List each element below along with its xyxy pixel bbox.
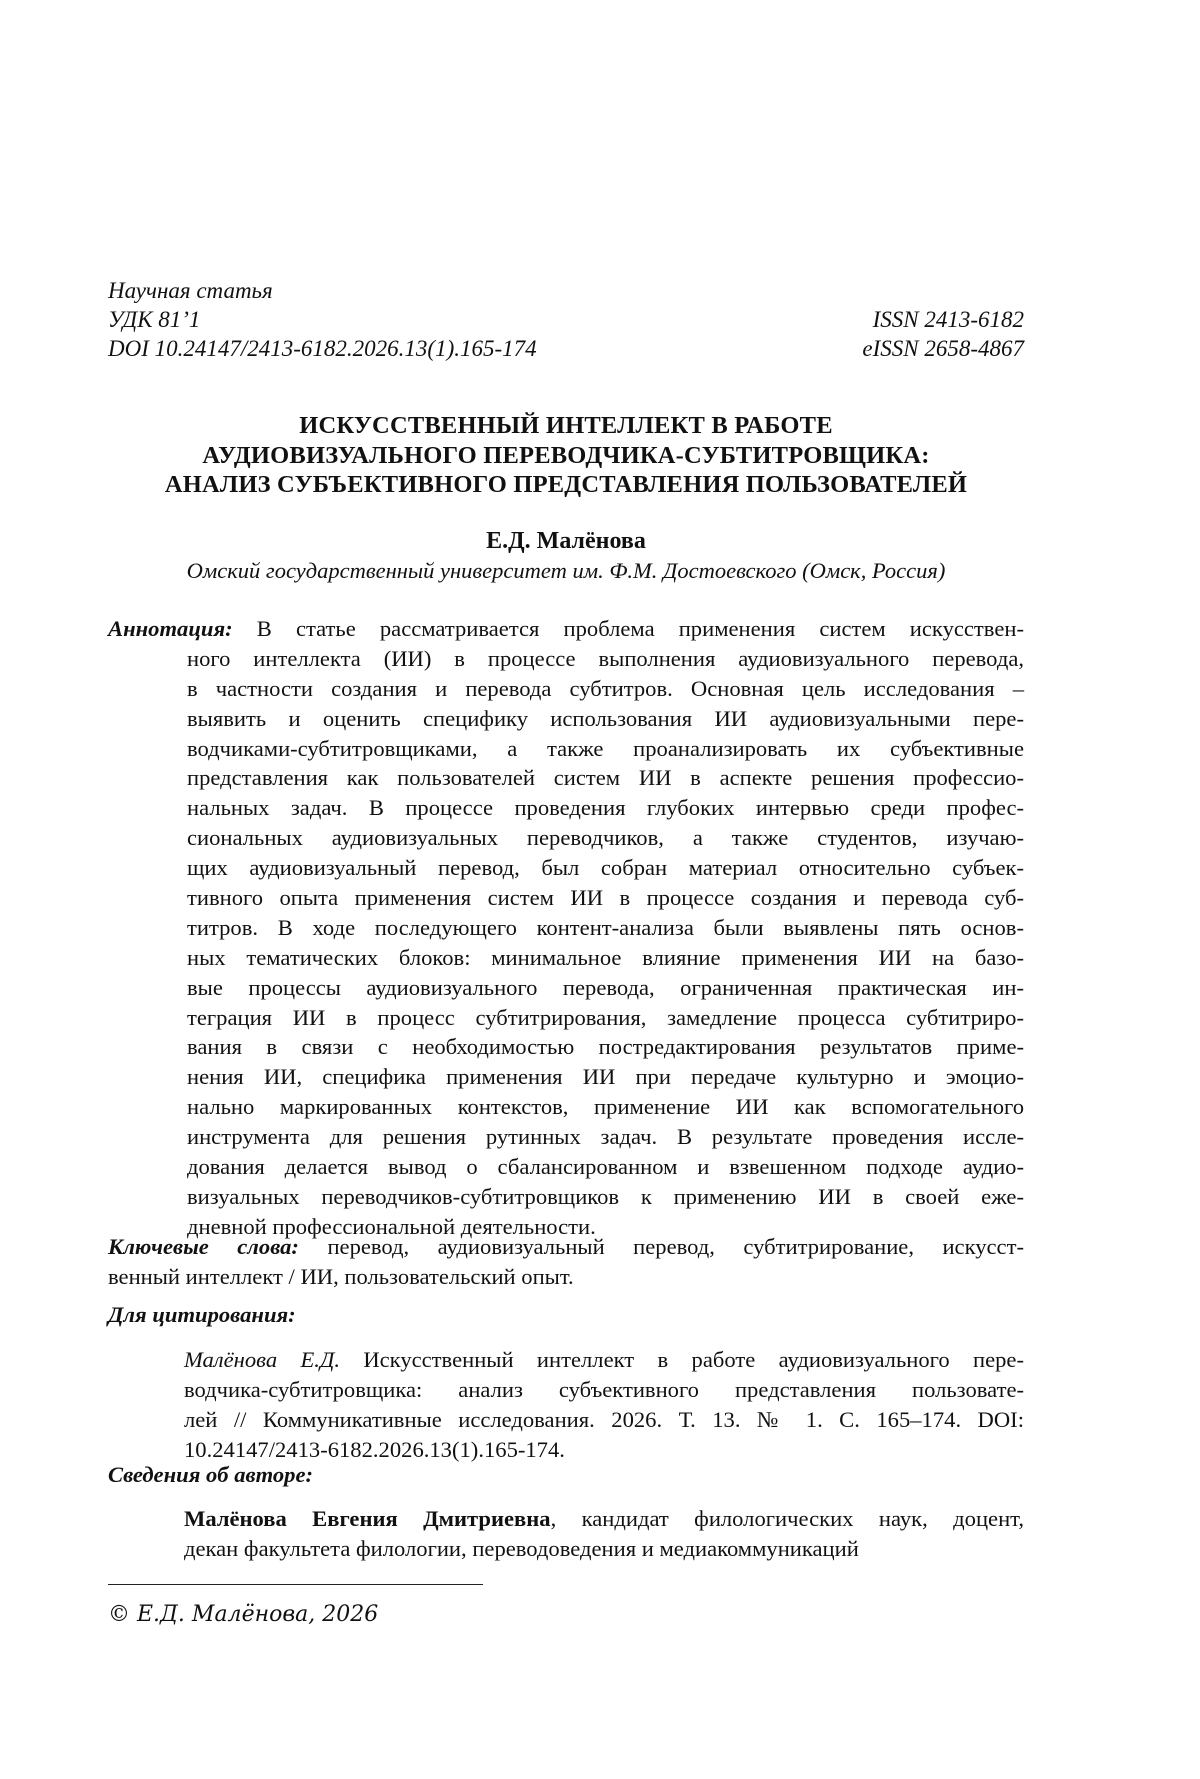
keywords-label: Ключевые слова: [108, 1234, 299, 1259]
author-info-line: , кандидат филологических наук, доцент, [550, 1506, 1024, 1531]
keywords-line: перевод, аудиовизуальный перевод, субтитрирование, искусст- [327, 1234, 1024, 1259]
citation-line: Искусственный интеллект в работе аудиовизуального пере- [363, 1347, 1024, 1372]
abstract-line: нения ИИ, специфика применения ИИ при передаче культурно и эмоцио- [187, 1064, 1024, 1090]
citation-heading: Для цитирования: [108, 1302, 296, 1327]
keywords-line: венный интеллект / ИИ, пользовательский опыт. [108, 1263, 574, 1289]
abstract-label: Аннотация: [108, 616, 233, 641]
author-info-line: декан факультета филологии, переводоведения и медиакоммуникаций [184, 1535, 859, 1561]
abstract-line: визуальных переводчиков-субтитровщиков к применению ИИ в своей еже- [187, 1183, 1024, 1209]
issn: ISSN 2413-6182 [872, 307, 1024, 332]
author-affiliation: Омский государственный университет им. Ф.М. Достоевского (Омск, Россия) [186, 558, 946, 583]
title-line: АНАЛИЗ СУБЪЕКТИВНОГО ПРЕДСТАВЛЕНИЯ ПОЛЬЗОВАТЕЛЕЙ [164, 471, 968, 498]
abstract-line: в частности создания и перевода субтитров. Основная цель исследования – [187, 675, 1024, 701]
abstract-line: теграция ИИ в процесс субтитрирования, замедление процесса субтитриро- [187, 1004, 1024, 1030]
abstract-line: дневной профессиональной деятельности. [187, 1213, 596, 1239]
abstract-line: нальных задач. В процессе проведения глубоких интервью среди профес- [187, 795, 1024, 821]
abstract-line: тивного опыта применения систем ИИ в процессе создания и перевода суб- [187, 885, 1024, 911]
citation-line: лей // Коммуникативные исследования. 2026. Т. 13. № 1. С. 165–174. DOI: [184, 1406, 1024, 1432]
citation-doi: 10.24147/2413-6182.2026.13(1).165-174. [184, 1436, 565, 1462]
citation-text [184, 1345, 1024, 1465]
abstract-line: представления как пользователей систем ИИ в аспекте решения профессио- [187, 765, 1024, 791]
citation-author: Малёнова Е.Д. [184, 1347, 340, 1372]
abstract-line: выявить и оценить специфику использования ИИ аудиовизуальными пере- [187, 705, 1024, 731]
abstract-line: ного интеллекта (ИИ) в процессе выполнения аудиовизуального перевода, [187, 645, 1024, 671]
abstract-line: титров. В ходе последующего контент-анализа были выявлены пять основ- [187, 914, 1024, 940]
doi: DOI 10.24147/2413-6182.2026.13(1).165-174 [108, 336, 537, 361]
citation-line: водчика-субтитровщика: анализ субъективного представления пользовате- [184, 1376, 1024, 1402]
abstract-line: щих аудиовизуальный перевод, был собран материал относительно субъек- [187, 855, 1024, 881]
eissn: eISSN 2658-4867 [862, 336, 1024, 361]
article-meta [108, 276, 1024, 363]
abstract-line: инструмента для решения рутинных задач. В результате проведения иссле- [187, 1124, 1024, 1150]
author-full-name: Малёнова Евгения Дмитриевна [184, 1506, 551, 1531]
abstract-line: дования делается вывод о сбалансированном и взвешенном подходе аудио- [187, 1154, 1024, 1180]
copyright-notice: © Е.Д. Малёнова, 2026 [108, 1602, 379, 1627]
abstract-line: В статье рассматривается проблема применения систем искусствен- [256, 616, 1024, 641]
abstract-line: сиональных аудиовизуальных переводчиков, а также студентов, изучаю- [187, 825, 1024, 851]
article-type: Научная статья [108, 278, 273, 303]
abstract-line: ных тематических блоков: минимальное влияние применения ИИ на базо- [187, 944, 1024, 970]
abstract-line: вания в связи с необходимостью постредактирования результатов приме- [187, 1034, 1024, 1060]
author-info [184, 1504, 1024, 1564]
abstract-line: водчиками-субтитровщиками, а также проанализировать их субъективные [187, 735, 1024, 761]
title-line: ИСКУССТВЕННЫЙ ИНТЕЛЛЕКТ В РАБОТЕ [299, 412, 833, 439]
article-title [108, 411, 1024, 500]
udk-code: УДК 81’1 [108, 307, 201, 332]
abstract [108, 614, 1024, 1242]
title-line: АУДИОВИЗУАЛЬНОГО ПЕРЕВОДЧИКА-СУБТИТРОВЩИКА: [202, 441, 930, 469]
abstract-line: вые процессы аудиовизуального перевода, ограниченная практическая ин- [187, 974, 1024, 1000]
keywords [108, 1232, 1024, 1292]
footnote-divider [108, 1584, 483, 1585]
author-info-heading: Сведения об авторе: [108, 1462, 314, 1487]
abstract-line: нально маркированных контекстов, применение ИИ как вспомогательного [187, 1094, 1024, 1120]
author-name: Е.Д. Малёнова [486, 528, 646, 554]
